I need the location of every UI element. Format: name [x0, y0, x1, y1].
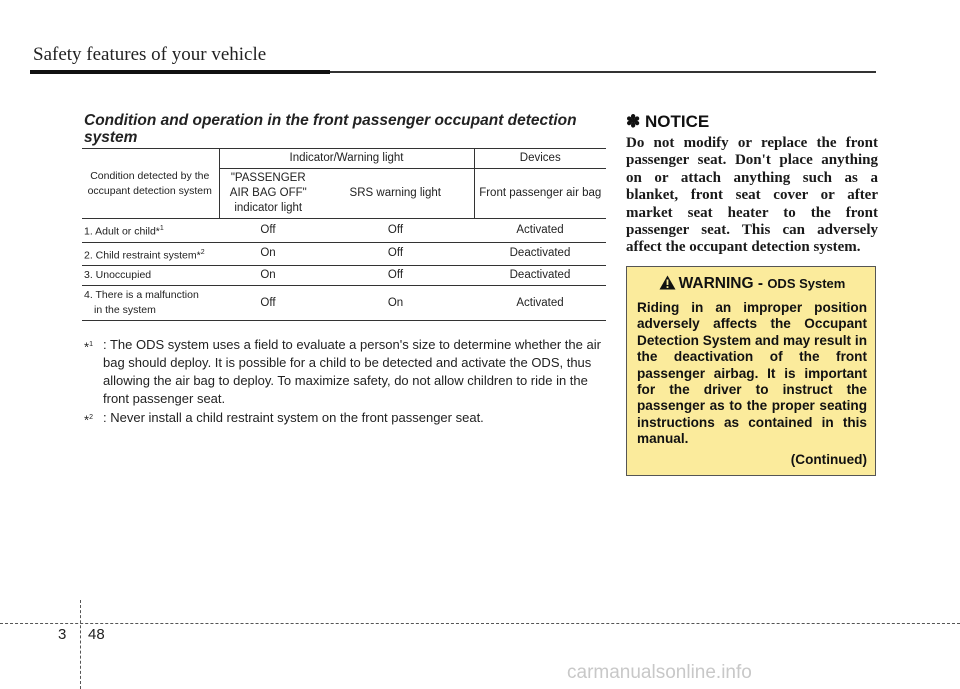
- row-condition: 2. Child restraint system*$^2$: [82, 242, 219, 266]
- table-row: [82, 242, 606, 266]
- header-bar: [30, 70, 330, 74]
- table-row: [82, 219, 606, 243]
- row-condition: 1. Adult or child*$^1$: [82, 219, 219, 243]
- chapter-number: 3: [58, 626, 67, 643]
- table-header-row: [82, 149, 606, 169]
- col-header-indicator: Indicator/Warning light: [219, 149, 474, 169]
- row-passenger-light: Off: [219, 219, 317, 243]
- col-header-passenger-light: "PASSENGER AIR BAG OFF" indicator light: [219, 169, 317, 219]
- row-srs-light: Off: [317, 266, 474, 286]
- page-number: 48: [88, 626, 105, 643]
- col-header-condition: Condition detected by the occupant detection system: [82, 149, 219, 219]
- table-row: [82, 286, 606, 321]
- warning-triangle-icon: [659, 275, 676, 295]
- col-header-front-airbag: Front passenger air bag: [474, 169, 606, 219]
- warning-body: Riding in an improper position adversely affects the Occupant Detection System and may result in the deactivation of the front passenger airbag. It is important for the driver to instruct the passenger as to the proper seating instructions as contained in this manual.: [637, 300, 867, 447]
- footer-horizontal-rule: [0, 623, 960, 624]
- header-title: Safety features of your vehicle: [33, 44, 267, 65]
- notice-title: ✽ NOTICE: [626, 112, 710, 131]
- row-condition: 4. There is a malfunction in the system: [82, 286, 219, 321]
- warning-continued: (Continued): [790, 451, 867, 467]
- footnote-mark: *$^1$: [84, 339, 93, 355]
- warning-subtitle: ODS System: [767, 276, 846, 291]
- footnote-text: : The ODS system uses a field to evaluate a person's size to determine whether the air bag should deploy. It is possible for a child to be detected and activate the ODS, thus allowing the air bag to deploy. To maximize safety, do not allow children to ride in the front passenger seat.: [103, 337, 601, 406]
- table-row: [82, 266, 606, 286]
- footer-vertical-rule: [80, 600, 81, 689]
- row-condition: 3. Unoccupied: [82, 266, 219, 286]
- warning-box: [626, 266, 876, 476]
- watermark: carmanualsonline.info: [567, 662, 752, 683]
- row-passenger-light: On: [219, 266, 317, 286]
- header-rule: [330, 71, 876, 73]
- ods-condition-table: [82, 148, 606, 321]
- warning-heading: [637, 275, 867, 295]
- row-airbag: Activated: [474, 219, 606, 243]
- col-header-devices: Devices: [474, 149, 606, 169]
- footnote-mark: *$^2$: [84, 412, 93, 428]
- row-airbag: Deactivated: [474, 266, 606, 286]
- row-srs-light: Off: [317, 219, 474, 243]
- footnote: [84, 409, 606, 427]
- row-srs-light: On: [317, 286, 474, 321]
- row-airbag: Deactivated: [474, 242, 606, 266]
- row-passenger-light: On: [219, 242, 317, 266]
- col-header-srs-light: SRS warning light: [317, 169, 474, 219]
- footnote: [84, 336, 606, 408]
- warning-title: WARNING -: [678, 275, 768, 292]
- section-title: Condition and operation in the front passenger occupant detection system: [84, 112, 577, 146]
- row-passenger-light: Off: [219, 286, 317, 321]
- footnotes: [84, 336, 606, 428]
- footnote-text: : Never install a child restraint system on the front passenger seat.: [103, 410, 484, 425]
- row-srs-light: Off: [317, 242, 474, 266]
- row-airbag: Activated: [474, 286, 606, 321]
- notice-body: Do not modify or replace the front passenger seat. Don't place anything on or attach anything such as a blanket, front seat cover or after market seat heater to the front passenger seat. This can adversely affect the occupant detection system.: [626, 135, 878, 256]
